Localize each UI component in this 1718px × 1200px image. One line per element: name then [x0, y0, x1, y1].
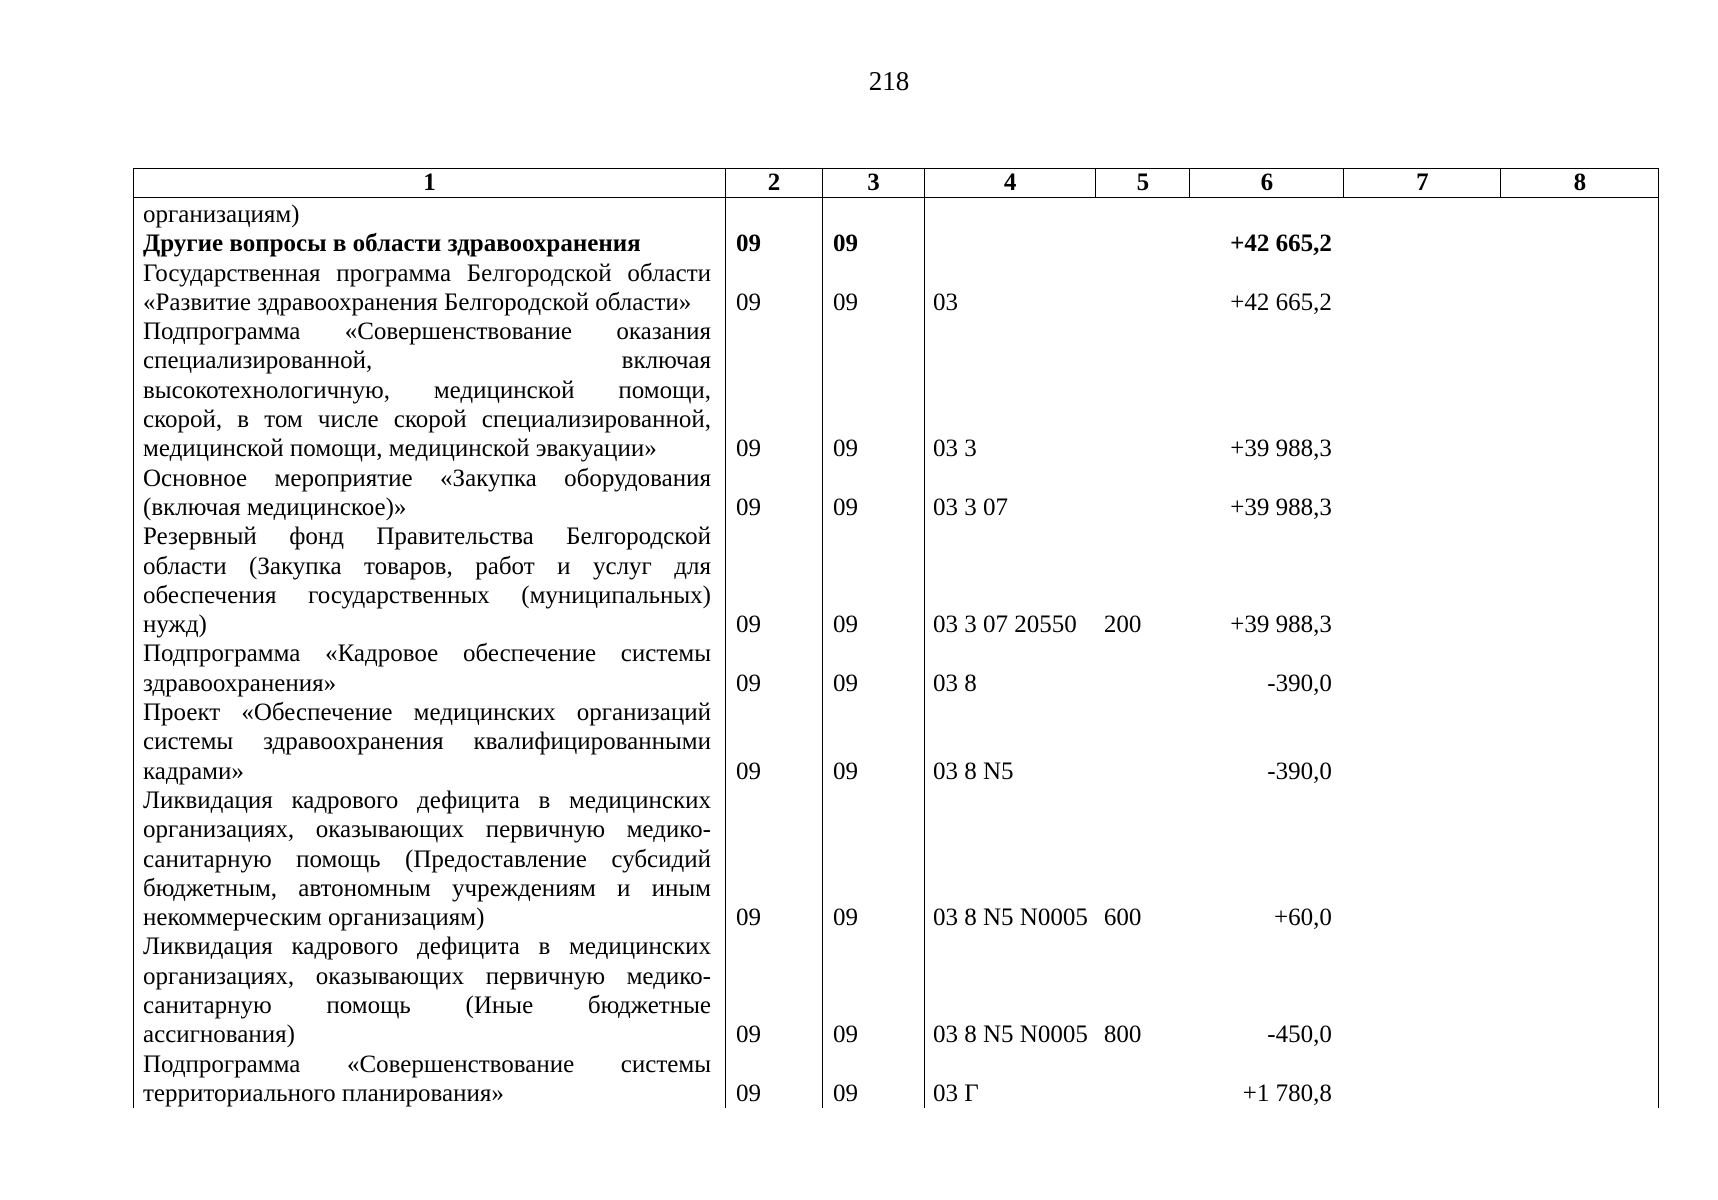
row-col8 — [1501, 932, 1659, 1049]
row-col7 — [1344, 317, 1501, 463]
row-subsection: 09 — [823, 522, 925, 639]
header-cell: 6 — [1190, 169, 1344, 198]
row-col8 — [1501, 786, 1659, 932]
row-description: Другие вопросы в области здравоохранения — [134, 229, 726, 258]
row-subsection: 09 — [823, 259, 925, 318]
row-section: 09 — [726, 1050, 823, 1109]
row-target-code: 03 3 — [925, 317, 1096, 463]
page-number: 218 — [868, 66, 910, 96]
row-col7 — [1344, 229, 1501, 258]
table-row — [134, 317, 1659, 463]
table-row — [134, 522, 1659, 639]
table-row — [134, 198, 1659, 230]
table-row — [134, 464, 1659, 523]
row-expense-type — [1096, 639, 1190, 698]
row-expense-type — [1096, 259, 1190, 318]
row-col7 — [1344, 786, 1501, 932]
row-col7 — [1344, 932, 1501, 1049]
row-col8 — [1501, 198, 1659, 230]
row-col8 — [1501, 522, 1659, 639]
row-amount — [1190, 198, 1344, 230]
header-cell: 3 — [823, 169, 925, 198]
row-target-code: 03 8 N5 N0005 — [925, 786, 1096, 932]
row-amount: -450,0 — [1267, 1021, 1332, 1049]
row-description: Проект «Обеспечение медицинских организаций системы здравоохранения квалифицированными кадрами» — [134, 698, 726, 786]
budget-table — [133, 168, 1659, 1108]
row-description: Государственная программа Белгородской области «Развитие здравоохранения Белгородской области» — [134, 259, 726, 318]
row-expense-type — [1096, 317, 1190, 463]
table-row — [134, 786, 1659, 932]
row-subsection: 09 — [823, 698, 925, 786]
row-amount: +1 780,8 — [1242, 1079, 1332, 1107]
table-row — [134, 639, 1659, 698]
row-subsection: 09 — [823, 317, 925, 463]
row-col7 — [1344, 698, 1501, 786]
header-cell: 8 — [1501, 169, 1659, 198]
row-section: 09 — [726, 639, 823, 698]
row-target-code — [925, 198, 1096, 230]
row-expense-type: 800 — [1103, 1021, 1142, 1049]
row-col7 — [1344, 464, 1501, 523]
row-col8 — [1501, 698, 1659, 786]
row-subsection: 09 — [823, 1050, 925, 1109]
row-expense-type — [1096, 464, 1190, 523]
row-subsection: 09 — [823, 932, 925, 1049]
header-cell: 2 — [726, 169, 823, 198]
row-section: 09 — [726, 786, 823, 932]
row-target-code: 03 8 N5 N0005 — [925, 932, 1096, 1049]
row-col8 — [1501, 464, 1659, 523]
row-subsection — [823, 198, 925, 230]
row-col8 — [1501, 259, 1659, 318]
row-subsection: 09 — [823, 229, 925, 258]
row-section: 09 — [726, 259, 823, 318]
row-amount: -390,0 — [1267, 757, 1332, 785]
header-cell: 7 — [1344, 169, 1501, 198]
row-target-code: 03 8 N5 — [925, 698, 1096, 786]
row-amount: -390,0 — [1267, 669, 1332, 697]
row-amount: +42 665,2 — [1230, 288, 1332, 316]
row-col8 — [1501, 317, 1659, 463]
row-amount: +39 988,3 — [1230, 611, 1332, 639]
row-amount: +42 665,2 — [1230, 230, 1332, 258]
row-col8 — [1501, 1050, 1659, 1109]
table-row — [134, 229, 1659, 258]
row-section: 09 — [726, 464, 823, 523]
row-expense-type: 600 — [1103, 904, 1142, 932]
table-row — [134, 932, 1659, 1049]
row-col8 — [1501, 229, 1659, 258]
row-target-code: 03 3 07 — [925, 464, 1096, 523]
row-description: Подпрограмма «Совершенствование системы территориального планирования» — [134, 1050, 726, 1109]
row-col7 — [1344, 198, 1501, 230]
table-row — [134, 698, 1659, 786]
row-amount: +39 988,3 — [1230, 493, 1332, 521]
row-target-code: 03 Г — [925, 1050, 1096, 1109]
row-amount: +39 988,3 — [1230, 435, 1332, 463]
table-row — [134, 1050, 1659, 1109]
row-subsection: 09 — [823, 786, 925, 932]
row-description: Подпрограмма «Совершенствование оказания специализированной, включая высокотехнологичную, медицинской помощи, скорой, в том числе скорой специализированной, медицинской помощи, медицинской эвакуации» — [134, 317, 726, 463]
row-section: 09 — [726, 317, 823, 463]
row-col8 — [1501, 639, 1659, 698]
table-row — [134, 259, 1659, 318]
row-section — [726, 198, 823, 230]
row-description: Основное мероприятие «Закупка оборудования (включая медицинское)» — [134, 464, 726, 523]
row-col7 — [1344, 1050, 1501, 1109]
row-expense-type — [1096, 698, 1190, 786]
row-target-code — [925, 229, 1096, 258]
row-description: организациям) — [134, 198, 726, 230]
header-row — [134, 169, 1659, 198]
row-subsection: 09 — [823, 464, 925, 523]
row-description: Резервный фонд Правительства Белгородской области (Закупка товаров, работ и услуг для обеспечения государственных (муниципальных) нужд) — [134, 522, 726, 639]
row-section: 09 — [726, 229, 823, 258]
row-description: Подпрограмма «Кадровое обеспечение системы здравоохранения» — [134, 639, 726, 698]
row-target-code: 03 — [925, 259, 1096, 318]
row-section: 09 — [726, 522, 823, 639]
row-description: Ликвидация кадрового дефицита в медицинских организациях, оказывающих первичную медико-санитарную помощь (Предоставление субсидий бюджетным, автономным учреждениям и иным некоммерческим организациям) — [134, 786, 726, 932]
row-expense-type — [1096, 198, 1190, 230]
row-target-code: 03 8 — [925, 639, 1096, 698]
row-col7 — [1344, 522, 1501, 639]
row-section: 09 — [726, 932, 823, 1049]
row-col7 — [1344, 639, 1501, 698]
header-cell: 4 — [925, 169, 1096, 198]
row-subsection: 09 — [823, 639, 925, 698]
row-section: 09 — [726, 698, 823, 786]
row-expense-type: 200 — [1103, 611, 1142, 639]
header-cell: 1 — [134, 169, 726, 198]
header-cell: 5 — [1096, 169, 1190, 198]
row-expense-type — [1096, 229, 1190, 258]
row-description: Ликвидация кадрового дефицита в медицинских организациях, оказывающих первичную медико-санитарную помощь (Иные бюджетные ассигнования) — [134, 932, 726, 1049]
row-expense-type — [1096, 1050, 1190, 1109]
row-col7 — [1344, 259, 1501, 318]
row-amount: +60,0 — [1274, 904, 1332, 932]
row-target-code: 03 3 07 20550 — [925, 522, 1096, 639]
